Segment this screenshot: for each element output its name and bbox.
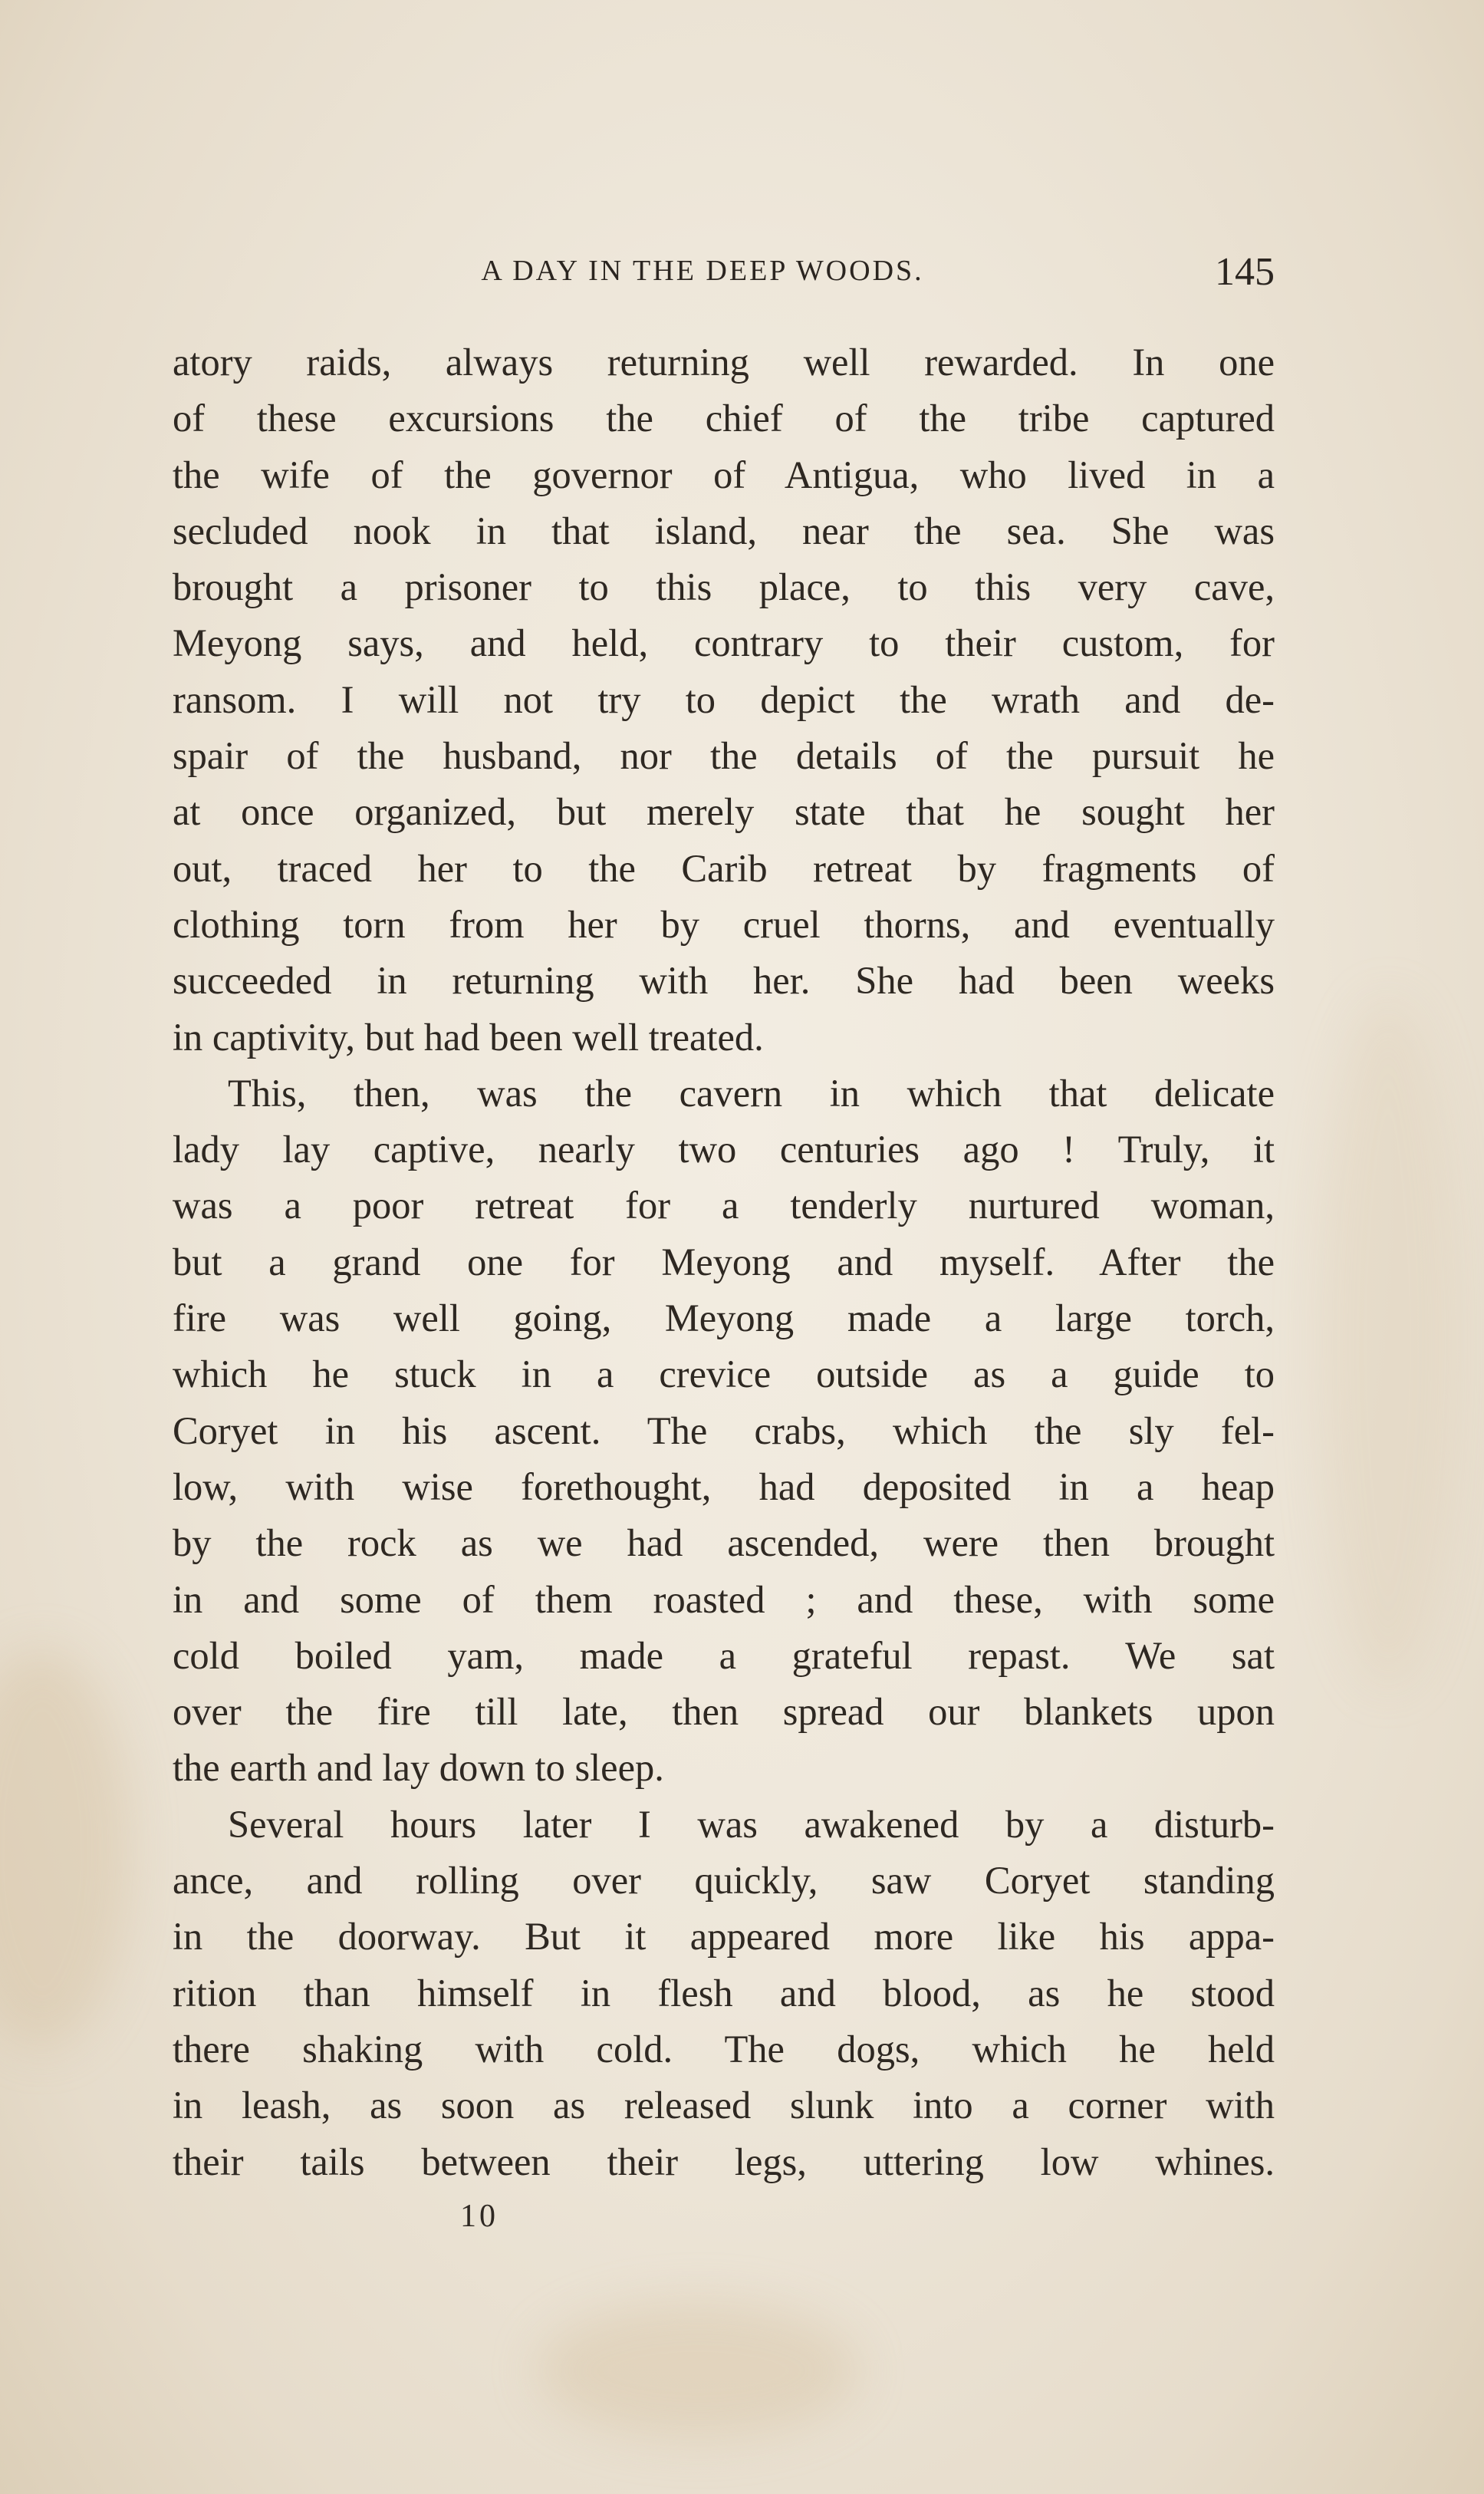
text-line: the wife of the governor of Antigua, who lived in a: [173, 453, 1275, 496]
paper-stain: [537, 2301, 859, 2440]
text-line: Coryet in his ascent. The crabs, which the sly fel-: [173, 1408, 1275, 1452]
page-number: 145: [1215, 250, 1275, 294]
text-line: brought a prisoner to this place, to this very cave,: [173, 565, 1275, 609]
text-line: This, then, was the cavern in which that delicate: [228, 1071, 1275, 1115]
text-line: in leash, as soon as released slunk into a corner with: [173, 2084, 1275, 2127]
text-line: spair of the husband, nor the details of the pursuit he: [173, 734, 1275, 778]
text-line: by the rock as we had ascended, were then brought: [173, 1521, 1275, 1565]
body-text: [173, 334, 1275, 2190]
text-line: there shaking with cold. The dogs, which he held: [173, 2027, 1275, 2071]
text-line: fire was well going, Meyong made a large torch,: [173, 1296, 1275, 1340]
text-line: rition than himself in flesh and blood, as he stood: [173, 1971, 1275, 2015]
text-line: of these excursions the chief of the tribe captured: [173, 397, 1275, 440]
text-line: succeeded in returning with her. She had been weeks: [173, 959, 1275, 1003]
text-line: low, with wise forethought, had deposited in a heap: [173, 1464, 1275, 1508]
paper-stain: [0, 1649, 130, 2048]
text-line: lady lay captive, nearly two centuries ago ! Truly, it: [173, 1128, 1275, 1171]
text-line: Meyong says, and held, contrary to their custom, for: [173, 621, 1275, 665]
text-line: ransom. I will not try to depict the wrath and de-: [173, 677, 1275, 721]
text-line: out, traced her to the Carib retreat by fragments of: [173, 846, 1275, 890]
text-line: at once organized, but merely state that he sought her: [173, 790, 1275, 834]
paper-stain: [1319, 997, 1457, 1688]
text-line: clothing torn from her by cruel thorns, and eventually: [173, 902, 1275, 946]
text-line: cold boiled yam, made a grateful repast. We sat: [173, 1633, 1275, 1677]
paragraph: [173, 334, 1275, 1066]
text-line: over the fire till late, then spread our blankets upon: [173, 1690, 1275, 1734]
text-line: in the doorway. But it appeared more like his appa-: [173, 1915, 1275, 1959]
text-line: the earth and lay down to sleep.: [173, 1746, 664, 1790]
page-header: [176, 249, 1275, 303]
paragraph: [173, 1066, 1275, 1797]
text-line: ance, and rolling over quickly, saw Coryet standing: [173, 1859, 1275, 1903]
text-line: their tails between their legs, uttering low whines.: [173, 2140, 1275, 2183]
text-line: was a poor retreat for a tenderly nurtured woman,: [173, 1184, 1275, 1227]
paragraph: [173, 1797, 1275, 2190]
text-line: atory raids, always returning well rewarded. In one: [173, 341, 1275, 384]
text-line: in captivity, but had been well treated.: [173, 1015, 764, 1059]
text-line: but a grand one for Meyong and myself. After the: [173, 1240, 1275, 1283]
signature-mark: 10: [460, 2199, 499, 2234]
running-head: A DAY IN THE DEEP WOODS.: [481, 255, 924, 287]
text-line: Several hours later I was awakened by a disturb-: [228, 1802, 1275, 1846]
text-line: secluded nook in that island, near the sea. She was: [173, 509, 1275, 552]
text-line: which he stuck in a crevice outside as a guide to: [173, 1352, 1275, 1396]
text-line: in and some of them roasted ; and these, with some: [173, 1577, 1275, 1621]
